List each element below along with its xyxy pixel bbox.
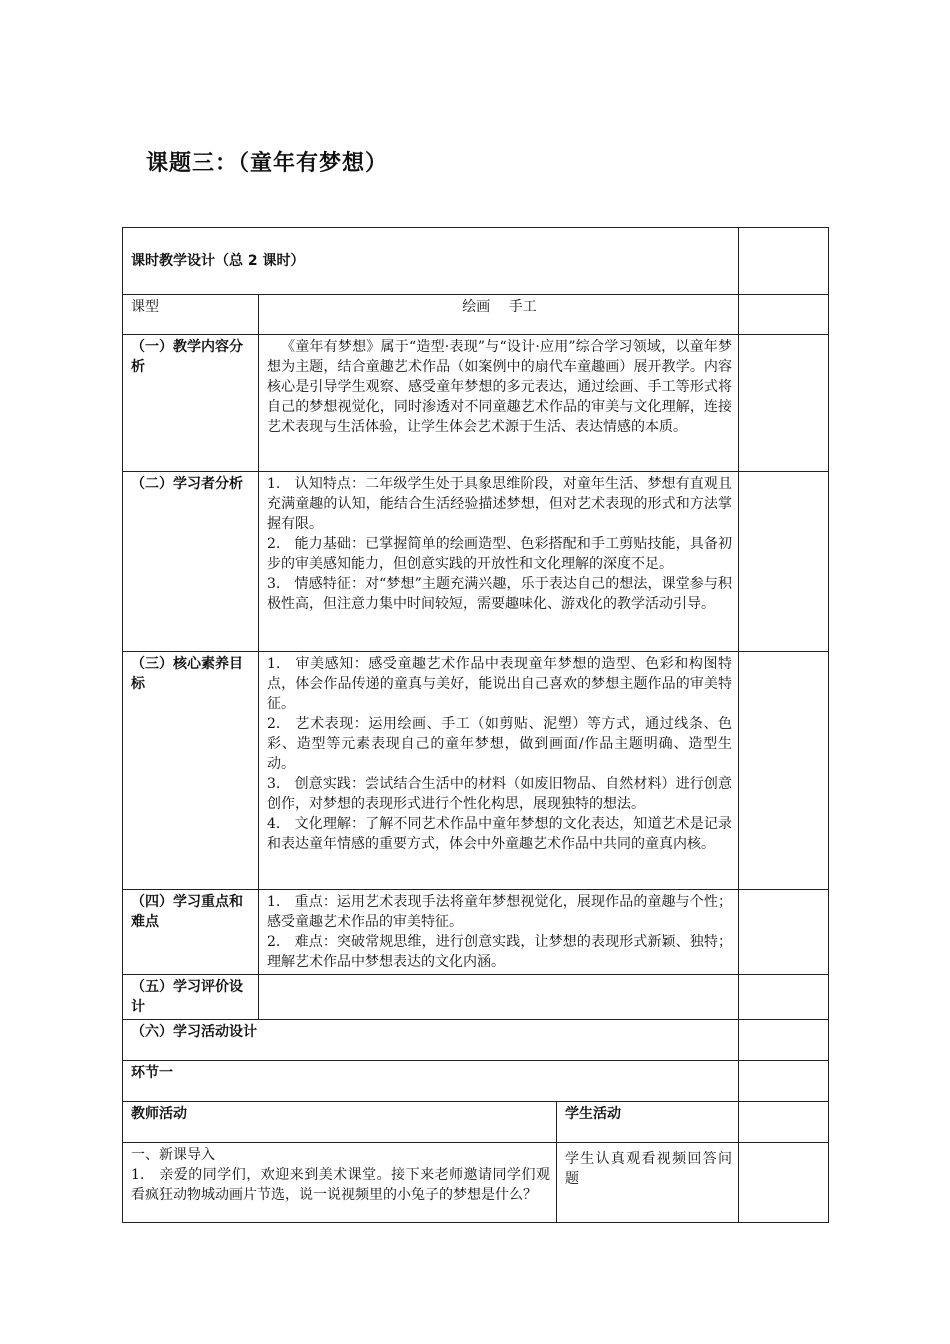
learner-analysis-row — [123, 472, 829, 652]
activity-header-row — [123, 1102, 829, 1143]
evaluation-label: （五）学习评价设计 — [123, 975, 259, 1020]
teacher-activity — [123, 1143, 557, 1223]
margin-cell — [739, 335, 829, 472]
activity-design-row — [123, 1020, 829, 1061]
margin-cell — [739, 1020, 829, 1061]
content-analysis-label: （一）教学内容分析 — [123, 335, 259, 472]
margin-cell — [739, 1061, 829, 1102]
learner-item: 3. 情感特征：对“梦想”主题充满兴趣，乐于表达自己的想法，课堂参与积极性高，但注意力集中时间较短，需要趣味化、游戏化的教学活动引导。 — [267, 576, 733, 612]
learner-item: 2. 能力基础：已掌握简单的绘画造型、色彩搭配和手工剪贴技能，具备初步的审美感知能力，但创意实践的开放性和文化理解的深度不足。 — [267, 536, 733, 572]
margin-cell — [739, 1102, 829, 1143]
stage-label: 环节一 — [123, 1061, 739, 1102]
core-literacy-text — [259, 652, 739, 890]
teacher-activity-header: 教师活动 — [123, 1102, 557, 1143]
margin-cell — [739, 1143, 829, 1223]
activity-row — [123, 1143, 829, 1223]
key-points-text — [259, 890, 739, 975]
margin-cell — [739, 295, 829, 335]
key-points-label: （四）学习重点和难点 — [123, 890, 259, 975]
margin-cell — [739, 975, 829, 1020]
stage-row — [123, 1061, 829, 1102]
type-label: 课型 — [123, 295, 259, 335]
lesson-plan-table — [122, 227, 829, 1223]
learner-item: 1. 认知特点：二年级学生处于具象思维阶段，对童年生活、梦想有直观且充满童趣的认知，能结合生活经验描述梦想，但对艺术表现的形式和方法掌握有限。 — [267, 476, 733, 532]
student-activity-header: 学生活动 — [557, 1102, 739, 1143]
design-header-row — [123, 228, 829, 295]
core-literacy-label: （三）核心素养目标 — [123, 652, 259, 890]
literacy-item: 1. 审美感知：感受童趣艺术作品中表现童年梦想的造型、色彩和构图特点，体会作品传递的童真与美好，能说出自己喜欢的梦想主题作品的审美特征。 — [267, 656, 733, 712]
margin-cell — [739, 228, 829, 295]
margin-cell — [739, 652, 829, 890]
student-activity: 学生认真观看视频回答问题 — [557, 1143, 739, 1223]
content-analysis-text: 《童年有梦想》属于“造型·表现”与“设计·应用”综合学习领域，以童年梦想为主题，结合童趣艺术作品（如案例中的扇代车童趣画）展开教学。内容核心是引导学生观察、感受童年梦想的多元表达，通过绘画、手工等形式将自己的梦想视觉化，同时渗透对不同童趣艺术作品的审美与文化理解，连接艺术表现与生活体验，让学生体会艺术源于生活、表达情感的本质。 — [259, 335, 739, 472]
key-point-item: 2. 难点：突破常规思维，进行创意实践，让梦想的表现形式新颖、独特；理解艺术作品中梦想表达的文化内涵。 — [267, 934, 733, 970]
learner-analysis-text — [259, 472, 739, 652]
margin-cell — [739, 890, 829, 975]
page-title: 课题三：（童年有梦想） — [146, 151, 389, 176]
core-literacy-row — [123, 652, 829, 890]
literacy-item: 3. 创意实践：尝试结合生活中的材料（如废旧物品、自然材料）进行创意创作，对梦想的表现形式进行个性化构思，展现独特的想法。 — [267, 776, 733, 812]
literacy-item: 2. 艺术表现：运用绘画、手工（如剪贴、泥塑）等方式，通过线条、色彩、造型等元素表现自己的童年梦想，做到画面/作品主题明确、造型生动。 — [267, 716, 733, 772]
evaluation-text — [259, 975, 739, 1020]
teacher-intro: 一、新课导入 — [131, 1147, 215, 1163]
learner-analysis-label: （二）学习者分析 — [123, 472, 259, 652]
teacher-text: 1. 亲爱的同学们，欢迎来到美术课堂。接下来老师邀请同学们观看疯狂动物城动画片节选，说一说视频里的小兔子的梦想是什么？ — [131, 1167, 550, 1203]
key-point-item: 1. 重点：运用艺术表现手法将童年梦想视觉化，展现作品的童趣与个性；感受童趣艺术作品的审美特征。 — [267, 894, 733, 930]
activity-design-label: （六）学习活动设计 — [123, 1020, 739, 1061]
evaluation-row — [123, 975, 829, 1020]
type-value: 绘画 手工 — [259, 295, 739, 335]
type-row — [123, 295, 829, 335]
literacy-item: 4. 文化理解：了解不同艺术作品中童年梦想的文化表达，知道艺术是记录和表达童年情感的重要方式，体会中外童趣艺术作品中共同的童真内核。 — [267, 816, 733, 852]
design-header: 课时教学设计（总 2 课时） — [123, 228, 739, 295]
margin-cell — [739, 472, 829, 652]
content-analysis-row — [123, 335, 829, 472]
key-points-row — [123, 890, 829, 975]
